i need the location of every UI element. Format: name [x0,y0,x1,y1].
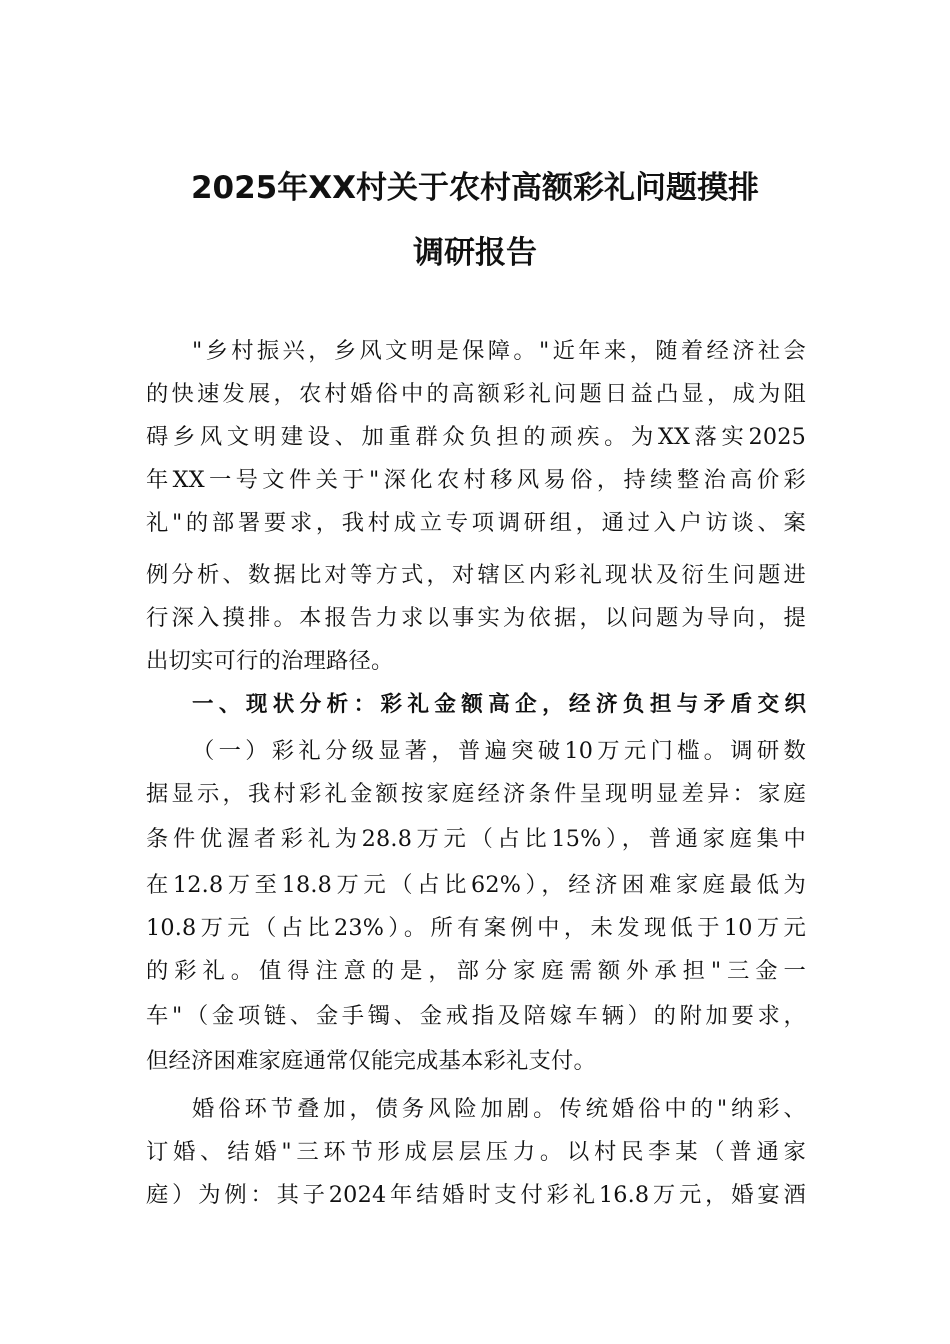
sub1-line: 据显示，我村彩礼金额按家庭经济条件呈现明显差异：家庭 [146,781,806,807]
sub1-line: （一）彩礼分级显著，普遍突破10万元门槛。调研数 [192,738,806,764]
intro-line: 出切实可行的治理路径。 [146,648,394,674]
intro-line: 行深入摸排。本报告力求以事实为依据，以问题为导向，提 [146,605,806,631]
sub2-line: 庭）为例：其子2024年结婚时支付彩礼16.8万元，婚宴酒 [146,1182,806,1208]
intro-line: 礼"的部署要求，我村成立专项调研组，通过入户访谈、案 [146,510,806,536]
sub1-line: 的彩礼。值得注意的是，部分家庭需额外承担"三金一 [146,958,806,984]
intro-line: 年XX一号文件关于"深化农村移风易俗，持续整治高价彩 [146,467,806,493]
intro-line: 例分析、数据比对等方式，对辖区内彩礼现状及衍生问题进 [146,562,806,588]
intro-line: "乡村振兴，乡风文明是保障。"近年来，随着经济社会 [192,338,806,364]
intro-line: 碍乡风文明建设、加重群众负担的顽疾。为XX落实2025 [146,424,806,450]
sub1-line: 条件优渥者彩礼为28.8万元（占比15%），普通家庭集中 [146,826,806,852]
document-title-line-1: 2025年XX村关于农村高额彩礼问题摸排 [190,170,760,206]
sub1-line: 10.8万元（占比23%）。所有案例中，未发现低于10万元 [146,915,806,941]
intro-line: 的快速发展，农村婚俗中的高额彩礼问题日益凸显，成为阻 [146,381,806,407]
sub1-line: 但经济困难家庭通常仅能完成基本彩礼支付。 [146,1048,596,1074]
document-title-line-2: 调研报告 [413,235,537,271]
sub2-line: 订婚、结婚"三环节形成层层压力。以村民李某（普通家 [146,1139,806,1165]
sub1-line: 在12.8万至18.8万元（占比62%），经济困难家庭最低为 [146,872,806,898]
sub2-line: 婚俗环节叠加，债务风险加剧。传统婚俗中的"纳彩、 [192,1096,806,1122]
sub1-line: 车"（金项链、金手镯、金戒指及陪嫁车辆）的附加要求， [146,1003,806,1029]
section-heading: 一、现状分析：彩礼金额高企，经济负担与矛盾交织 [192,692,806,717]
